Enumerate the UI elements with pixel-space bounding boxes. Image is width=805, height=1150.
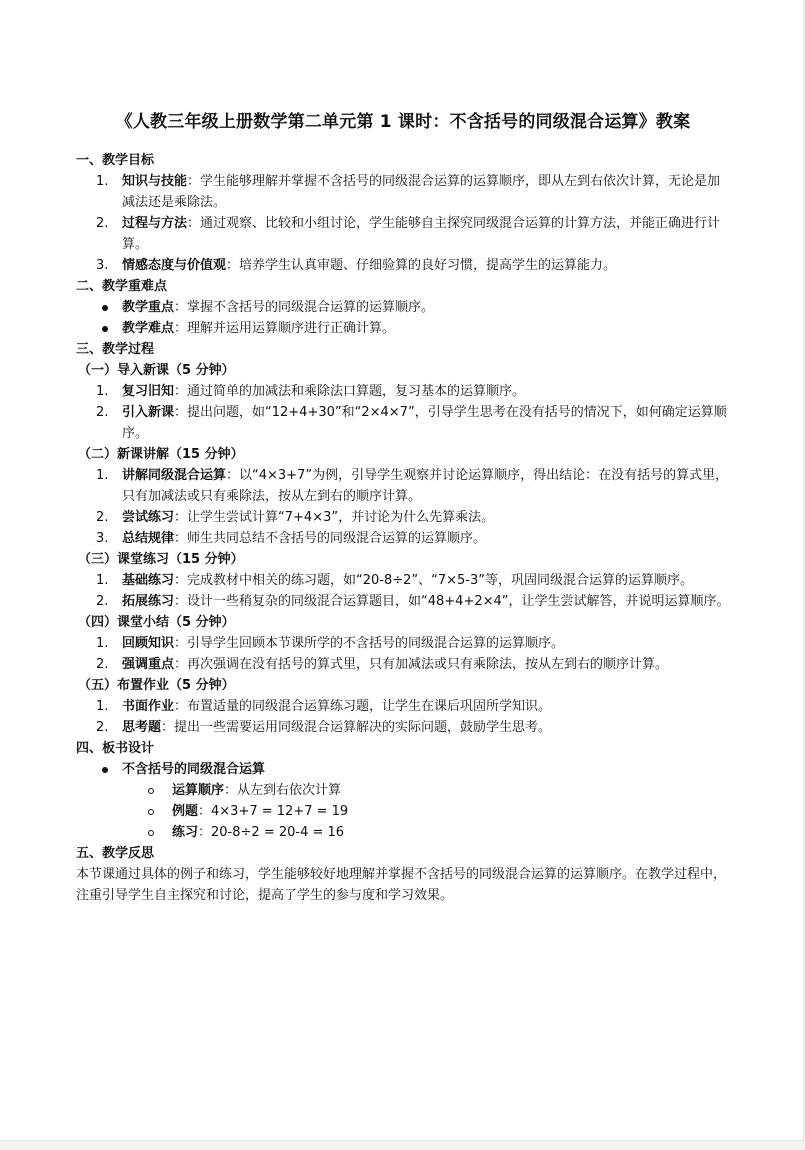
item-label: 练习 [172,825,199,840]
item-label: 思考题 [122,720,162,735]
item-label: 讲解同级混合运算 [122,468,227,483]
list-item [76,465,730,507]
item-label: 教学难点 [122,321,175,336]
subsection-heading-summary: （四）课堂小结（5 分钟） [78,615,235,630]
list-item [76,654,730,675]
item-text: ：布置适量的同级混合运算练习题，让学生在课后巩固所学知识。 [174,699,552,714]
item-label: 运算顺序 [172,783,225,798]
item-number: 2. [96,594,109,609]
item-label: 尝试练习 [122,510,175,525]
item-number: 2. [96,510,109,525]
sub-list-item [76,801,730,822]
item-text: ：再次强调在没有括号的算式里，只有加减法或只有乘除法，按从左到右的顺序计算。 [174,657,669,672]
hollow-bullet-icon [148,830,154,836]
subsection-heading-homework: （五）布置作业（5 分钟） [78,678,235,693]
list-item [76,591,730,612]
list-item [76,171,730,213]
section-heading-board-design: 四、板书设计 [76,741,155,756]
item-number: 1. [96,468,109,483]
item-label: 过程与方法 [122,216,188,231]
item-number: 3. [96,258,109,273]
item-number: 1. [96,384,109,399]
item-number: 1. [96,573,109,588]
list-item [76,381,730,402]
item-label: 拓展练习 [122,594,175,609]
sub-list-item [76,822,730,843]
item-text: ：掌握不含括号的同级混合运算的运算顺序。 [174,300,435,315]
reflection-paragraph: 本节课通过具体的例子和练习，学生能够较好地理解并掌握不含括号的同级混合运算的运算顺序。在教学过程中，注重引导学生自主探究和讨论，提高了学生的参与度和学习效果。 [76,867,727,903]
item-text: ：通过简单的加减法和乘除法口算题，复习基本的运算顺序。 [174,384,526,399]
list-item [76,297,730,318]
item-text: ：培养学生认真审题、仔细验算的良好习惯，提高学生的运算能力。 [226,258,617,273]
board-topic: 不含括号的同级混合运算 [122,762,266,777]
item-text: ：师生共同总结不含括号的同级混合运算的运算顺序。 [174,531,487,546]
sub-list-item [76,780,730,801]
item-label: 教学重点 [122,300,175,315]
item-text: ：设计一些稍复杂的同级混合运算题目，如“48+4+2×4”，让学生尝试解答，并说明运算顺序。 [174,594,730,609]
hollow-bullet-icon [148,788,154,794]
item-number: 1. [96,636,109,651]
item-text: ：学生能够理解并掌握不含括号的同级混合运算的运算顺序，即从左到右依次计算，无论是加减法还是乘除法。 [122,174,721,210]
item-label: 引入新课 [122,405,175,420]
item-number: 1. [96,699,109,714]
item-text: ：以“4×3+7”为例，引导学生观察并讨论运算顺序，得出结论：在没有括号的算式里，只有加减法或只有乘除法，按从左到右的顺序计算。 [122,468,729,504]
bullet-icon [102,305,108,311]
section-heading-reflection: 五、教学反思 [76,846,155,861]
item-label: 回顾知识 [122,636,175,651]
item-text: ：通过观察、比较和小组讨论，学生能够自主探究同级混合运算的计算方法，并能正确进行计算。 [122,216,721,252]
bullet-icon [102,767,108,773]
list-item [76,528,730,549]
list-item [76,213,730,255]
document-title: 《人教三年级上册数学第二单元第 1 课时：不含括号的同级混合运算》教案 [115,112,691,132]
item-label: 强调重点 [122,657,175,672]
list-item [76,759,730,780]
item-label: 例题 [172,804,199,819]
item-number: 1. [96,174,109,189]
item-number: 3. [96,531,109,546]
subsection-heading-new-lesson: （二）新课讲解（15 分钟） [78,447,244,462]
item-text: ：引导学生回顾本节课所学的不含括号的同级混合运算的运算顺序。 [174,636,565,651]
item-label: 基础练习 [122,573,175,588]
item-number: 2. [96,216,109,231]
list-item [76,507,730,528]
item-number: 2. [96,657,109,672]
item-label: 总结规律 [122,531,175,546]
section-heading-process: 三、教学过程 [76,342,155,357]
subsection-heading-practice: （三）课堂练习（15 分钟） [78,552,244,567]
list-item [76,255,730,276]
item-text: ：20-8÷2 = 20-4 = 16 [198,825,345,840]
list-item [76,633,730,654]
item-number: 2. [96,720,109,735]
item-label: 复习旧知 [122,384,175,399]
section-heading-key-points: 二、教学重难点 [76,279,168,294]
item-label: 情感态度与价值观 [122,258,227,273]
list-item [76,570,730,591]
item-text: ：理解并运用运算顺序进行正确计算。 [174,321,396,336]
list-item [76,402,730,444]
item-number: 2. [96,405,109,420]
item-text: ：提出一些需要运用同级混合运算解决的实际问题，鼓励学生思考。 [161,720,552,735]
item-text: ：完成教材中相关的练习题，如“20-8÷2”、“7×5-3”等，巩固同级混合运算的运算顺序。 [174,573,694,588]
item-text: ：4×3+7 = 12+7 = 19 [198,804,349,819]
item-text: ：提出问题，如“12+4+30”和“2×4×7”，引导学生思考在没有括号的情况下，如何确定运算顺序。 [122,405,727,441]
section-heading-objectives: 一、教学目标 [76,153,155,168]
bullet-icon [102,326,108,332]
list-item [76,717,730,738]
item-text: ：从左到右依次计算 [224,783,342,798]
item-label: 知识与技能 [122,174,188,189]
hollow-bullet-icon [148,809,154,815]
item-text: ：让学生尝试计算“7+4×3”，并讨论为什么先算乘法。 [174,510,495,525]
item-label: 书面作业 [122,699,175,714]
subsection-heading-intro: （一）导入新课（5 分钟） [78,363,235,378]
list-item [76,696,730,717]
document-content [76,108,730,906]
list-item [76,318,730,339]
